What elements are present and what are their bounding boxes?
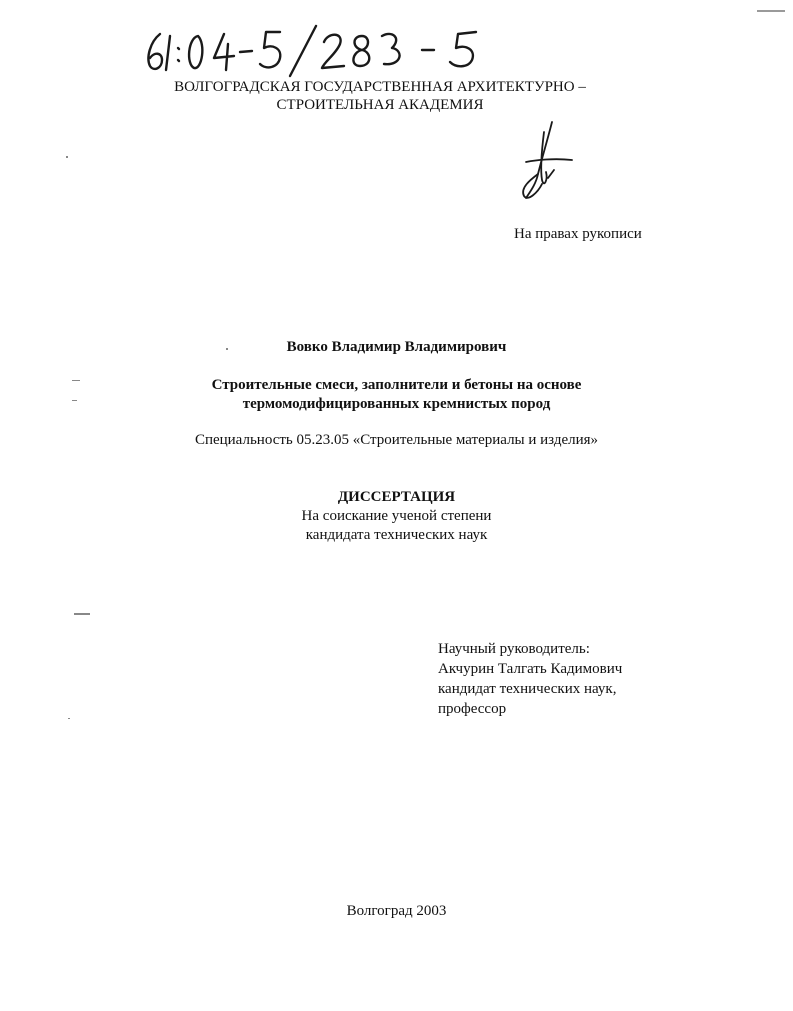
degree-statement — [0, 507, 793, 545]
scan-speck — [226, 348, 228, 350]
author-name: Вовко Владимир Владимирович — [286, 339, 507, 355]
title-line-1: Строительные смеси, заполнители и бетоны на основе — [211, 377, 582, 393]
city-year: Волгоград 2003 — [346, 903, 447, 919]
handwritten-digit — [189, 36, 202, 68]
handwritten-digit — [148, 34, 162, 69]
institution-name — [0, 78, 760, 114]
scan-mark — [757, 10, 785, 12]
degree-line-2: кандидата технических наук — [305, 527, 488, 543]
institution-line-1: ВОЛГОГРАДСКАЯ ГОСУДАРСТВЕННАЯ АРХИТЕКТУРНО – — [174, 79, 586, 95]
scan-speck — [68, 718, 70, 719]
supervisor-name: Акчурин Талгать Кадимович — [438, 661, 623, 677]
scan-speck — [74, 613, 90, 615]
supervisor-degree: кандидат технических наук, — [438, 681, 617, 697]
institution-line-2: СТРОИТЕЛЬНАЯ АКАДЕМИЯ — [276, 97, 484, 113]
supervisor-rank: профессор — [438, 701, 507, 717]
signature — [508, 118, 578, 210]
supervisor-label: Научный руководитель: — [438, 641, 590, 657]
handwritten-dash — [240, 51, 252, 52]
handwritten-digit — [260, 32, 280, 67]
handwritten-digit — [322, 35, 344, 68]
document-type: ДИССЕРТАЦИЯ — [337, 489, 456, 505]
handwritten-slash — [290, 26, 316, 76]
handwritten-digit — [166, 36, 170, 70]
specialty: Специальность 05.23.05 «Строительные материалы и изделия» — [194, 432, 599, 448]
scan-speck — [72, 400, 77, 401]
handwritten-digit — [450, 32, 476, 66]
title-line-2: термомодифицированных кремнистых пород — [242, 396, 551, 412]
handwritten-digit — [382, 34, 400, 64]
supervisor-block — [438, 639, 622, 719]
handwritten-digit — [353, 36, 369, 66]
rights-note: На правах рукописи — [514, 226, 642, 242]
handwritten-catalog-number — [140, 14, 520, 80]
handwritten-digit — [214, 34, 234, 70]
degree-line-1: На соискание ученой степени — [301, 508, 492, 524]
scan-speck — [66, 156, 68, 158]
handwritten-colon — [178, 48, 179, 61]
dissertation-title — [0, 376, 793, 414]
scan-speck — [72, 380, 80, 381]
